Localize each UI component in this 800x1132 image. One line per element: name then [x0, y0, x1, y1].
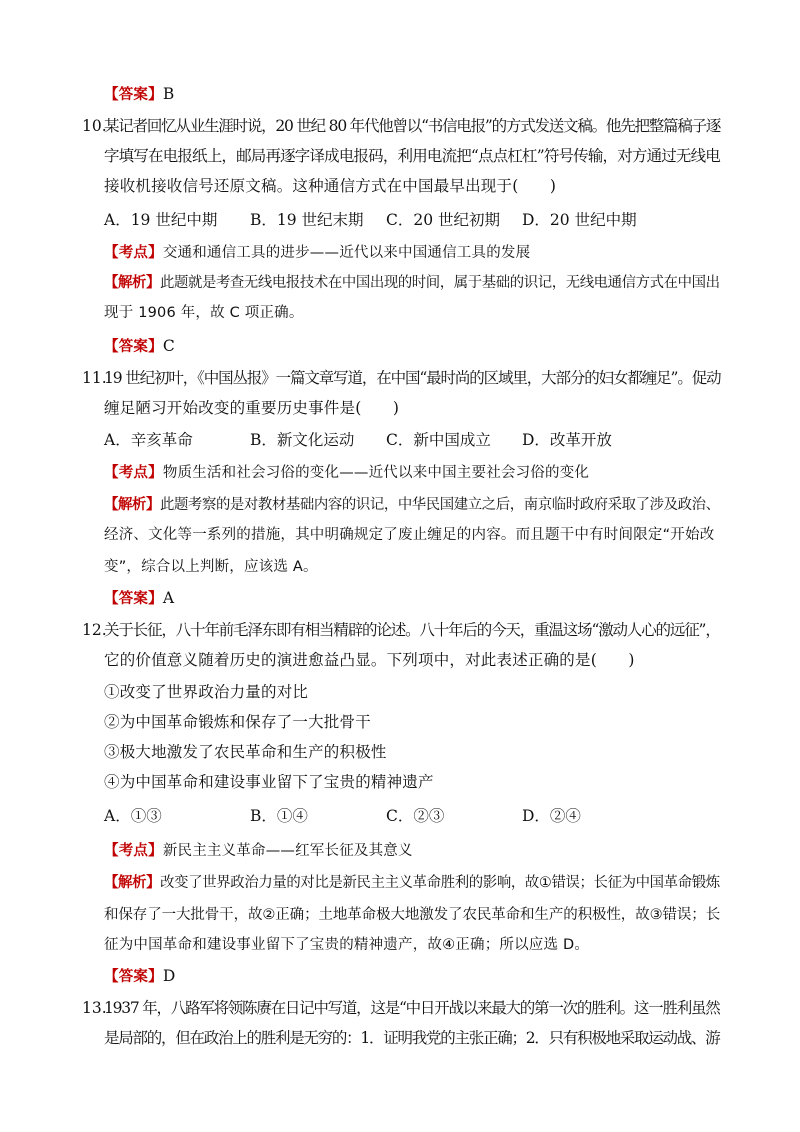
option-d: D．20 世纪中期	[522, 211, 637, 229]
jiexi-line: 征为中国革命和建设事业留下了宝贵的精神遗产，故④正确；所以应选 D。	[104, 937, 590, 953]
option-c: C．20 世纪初期	[386, 211, 501, 229]
answer-row	[104, 588, 174, 609]
answer-row	[104, 966, 175, 987]
answer-row	[104, 336, 175, 357]
answer-tag: 【答案】	[104, 969, 163, 985]
question-number: 13.	[82, 999, 107, 1017]
question-text-line: 某记者回忆从业生涯时说，20 世纪 80 年代他曾以“书信电报”的方式发送文稿。他先把整篇稿子逐	[104, 117, 721, 135]
answer-value: C	[162, 337, 175, 355]
kaodian-row: 【考点】物质生活和社会习俗的变化——近代以来中国主要社会习俗的变化	[104, 465, 590, 481]
question-text-line: 缠足陋习开始改变的重要历史事件是( )	[104, 399, 400, 417]
answer-row	[104, 84, 174, 105]
option-b: B．19 世纪末期	[250, 211, 364, 229]
option-a: A．19 世纪中期	[104, 211, 218, 229]
answer-tag: 【答案】	[104, 591, 163, 607]
question-number: 12.	[82, 621, 107, 639]
jiexi-line: 现于 1906 年，故 C 项正确。	[104, 305, 304, 321]
option-c: C．②③	[386, 807, 445, 825]
kaodian-tag: 【考点】	[104, 245, 163, 261]
answer-tag: 【答案】	[104, 339, 163, 355]
answer-value: D	[162, 967, 176, 985]
statement-item: ④为中国革命和建设事业留下了宝贵的精神遗产	[104, 773, 434, 791]
jiexi-tag: 【解析】	[104, 275, 160, 291]
jiexi-tag: 【解析】	[104, 497, 160, 513]
question-number: 11.	[82, 369, 107, 387]
statement-item: ③极大地激发了农民革命和生产的积极性	[104, 743, 387, 761]
question-text-line: 19 世纪初叶，《中国丛报》一篇文章写道，在中国“最时尚的区域里，大部分的妇女都缠足”。促动	[104, 369, 721, 387]
option-a: A．①③	[104, 807, 162, 825]
kaodian-row: 【考点】交通和通信工具的进步——近代以来中国通信工具的发展	[104, 245, 531, 261]
question-text-line: 关于长征，八十年前毛泽东即有相当精辟的论述。八十年后的今天，重温这场“激动人心的远征”，	[104, 621, 720, 639]
answer-tag: 【答案】	[104, 87, 163, 103]
option-a: A．辛亥革命	[104, 431, 193, 449]
jiexi-line: 变”，综合以上判断，应该选 A。	[104, 559, 318, 575]
jiexi-row: 【解析】此题考察的是对教材基础内容的识记，中华民国建立之后，南京临时政府采取了涉及政治、	[104, 497, 720, 513]
question-text-line: 是局部的，但在政治上的胜利是无穷的：1．证明我党的主张正确；2．只有积极地采取运动战、游	[104, 1029, 720, 1047]
option-d: D．②④	[522, 807, 581, 825]
question-text-line: 接收机接收信号还原文稿。这种通信方式在中国最早出现于( )	[104, 177, 557, 195]
option-b: B．①④	[250, 807, 308, 825]
jiexi-line: 和保存了一大批骨干，故②正确；土地革命极大地激发了农民革命和生产的积极性，故③错误；长	[104, 907, 721, 923]
kaodian-tag: 【考点】	[104, 843, 163, 859]
question-text-line: 1937 年，八路军将领陈赓在日记中写道，这是“中日开战以来最大的第一次的胜利。这一胜利虽然	[104, 999, 720, 1017]
question-text-line: 字填写在电报纸上，邮局再逐字译成电报码，利用电流把“点点杠杠”符号传输，对方通过无线电	[104, 147, 720, 165]
statement-item: ②为中国革命锻炼和保存了一大批骨干	[104, 713, 371, 731]
kaodian-row: 【考点】新民主主义革命——红军长征及其意义	[104, 843, 413, 859]
option-b: B．新文化运动	[250, 431, 355, 449]
jiexi-row: 【解析】此题就是考查无线电报技术在中国出现的时间，属于基础的识记，无线电通信方式在中国出	[104, 275, 720, 291]
jiexi-row: 【解析】改变了世界政治力量的对比是新民主主义革命胜利的影响，故①错误；长征为中国革命锻炼	[104, 875, 720, 891]
kaodian-tag: 【考点】	[104, 465, 163, 481]
question-number: 10.	[82, 117, 107, 135]
answer-value: B	[162, 85, 175, 103]
option-c: C．新中国成立	[386, 431, 491, 449]
statement-item: ①改变了世界政治力量的对比	[104, 683, 309, 701]
answer-value: A	[162, 589, 175, 607]
option-d: D．改革开放	[522, 431, 612, 449]
jiexi-line: 经济、文化等一系列的措施，其中明确规定了废止缠足的内容。而且题干中有时间限定“开始改	[104, 527, 715, 543]
question-text-line: 它的价值意义随着历史的演进愈益凸显。下列项中，对此表述正确的是( )	[104, 651, 635, 669]
jiexi-tag: 【解析】	[104, 875, 161, 891]
